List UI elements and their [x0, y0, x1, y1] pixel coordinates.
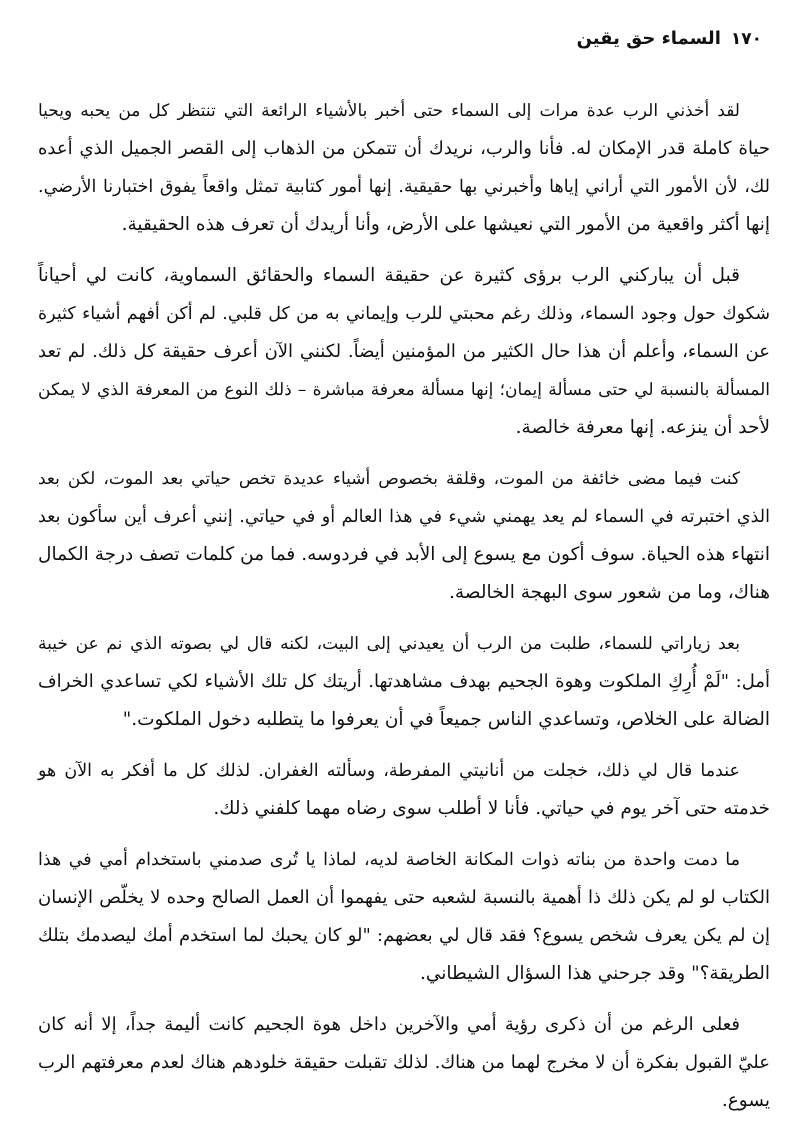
- text-line: ما دمت واحدة من بناته ذوات المكانة الخاصة لديه، لماذا يا تُرى صدمني باستخدام أمي في هذا: [38, 850, 740, 870]
- text-line: هناك، وما من شعور سوى البهجة الخالصة.: [449, 582, 770, 603]
- paragraph-7: [38, 1006, 770, 1120]
- text-line: لقد أخذني الرب عدة مرات إلى السماء حتى أخبر بالأشياء الرائعة التي تنتظر كل من يحبه ويحيا: [38, 101, 740, 121]
- text-line: حياة كاملة قدر الإمكان له. فأنا والرب، نريدك أن تتمكن من الذهاب إلى القصر الجميل الذي أعده: [38, 138, 770, 159]
- text-line: إنها أكثر واقعية من الأمور التي نعيشها على الأرض، وأنا أريدك أن تعرف هذه الحقيقية.: [121, 214, 770, 235]
- text-line: شكوك حول وجود السماء، وذلك رغم محبتي للرب وإيماني به من كل قلبي. لم أكن أفهم أشياء كثيرة: [38, 304, 770, 324]
- paragraph-1: [38, 92, 770, 244]
- text-line: كنت فيما مضى خائفة من الموت، وقلقة بخصوص أشياء عديدة تخص حياتي بعد الموت، لكن بعد: [38, 469, 740, 489]
- running-head: [577, 28, 762, 49]
- text-line: عندما قال لي ذلك، خجلت من أنانيتي المفرطة، وسألته الغفران. لذلك كل ما أفكر به الآن هو: [38, 761, 740, 781]
- text-line: الكتاب لو لم يكن ذلك ذا أهمية بالنسبة لشعبه حتى يفهموا أن العمل الصالح وحده لا يخلّص الإنسان: [38, 887, 770, 908]
- text-line: الطريقة؟" وقد جرحني هذا السؤال الشيطاني.: [419, 963, 770, 984]
- text-line: لك، لأن الأمور التي أراني إياها وأخبرني بها حقيقية. إنها أمور كتابية تمثل واقعاً يفوق اختبارنا الأرضي.: [38, 177, 770, 197]
- text-line: الذي اختبرته في السماء لم يعد يهمني شيء في هذا العالم أو في حياتي. إنني أعرف أين سأكون بعد: [38, 507, 770, 527]
- text-line: عن السماء، وأعلم أن هذا حال الكثير من المؤمنين أيضاً. لكنني الآن أعرف حقيقة كل ذلك. لم تعد: [38, 341, 770, 362]
- paragraph-6: [38, 841, 770, 993]
- text-line: أمل: "لَمْ أُرِكِ الملكوت وهوة الجحيم بهدف مشاهدتها. أريتك كل تلك الأشياء لكي تساعدي الخراف: [38, 671, 770, 692]
- paragraph-3: [38, 460, 770, 612]
- page-number: ١٧٠: [730, 29, 762, 49]
- text-line: فعلى الرغم من أن ذكرى رؤية أمي والآخرين داخل هوة الجحيم كانت أليمة جداً، إلا أنه كان: [38, 1014, 740, 1035]
- text-line: بعد زياراتي للسماء، طلبت من الرب أن يعيدني إلى البيت، لكنه قال لي بصوته الذي نم عن خيبة: [38, 634, 740, 654]
- text-line: المسألة بالنسبة لي حتى مسألة إيمان؛ إنها مسألة معرفة مباشرة – ذلك النوع من المعرفة الذي لا يمكن: [38, 380, 770, 400]
- text-line: انتهاء هذه الحياة. سوف أكون مع يسوع إلى الأبد في فردوسه. فما من كلمات تصف درجة الكمال: [38, 544, 770, 565]
- text-line: عليّ القبول بفكرة أن لا مخرج لهما من هناك. لذلك تقبلت حقيقة خلودهم هناك لعدم معرفتهم الرب: [38, 1052, 770, 1073]
- text-line: يسوع.: [721, 1090, 770, 1111]
- text-line: إن لم يكن يعرف شخص يسوع؟ فقد قال لي بعضهم: "لو كان يحبك لما استخدم أمك ليصدمك بتلك: [38, 925, 770, 946]
- paragraph-4: [38, 625, 770, 739]
- book-page: [38, 0, 770, 1123]
- text-line: خدمته حتى آخر يوم في حياتي. فأنا لا أطلب سوى رضاه مهما كلفني ذلك.: [213, 798, 770, 819]
- text-line: قبل أن يباركني الرب برؤى كثيرة عن حقيقة السماء والحقائق السماوية، كانت لي أحياناً: [38, 265, 740, 286]
- body-text: [38, 92, 770, 1133]
- book-title: السماء حق يقين: [576, 28, 721, 49]
- text-line: الضالة على الخلاص، وتساعدي الناس جميعاً في أن يعرفوا ما يتطلبه دخول الملكوت.": [122, 709, 770, 730]
- paragraph-2: [38, 257, 770, 447]
- text-line: لأحد أن ينزعه. إنها معرفة خالصة.: [515, 417, 770, 438]
- paragraph-5: [38, 752, 770, 828]
